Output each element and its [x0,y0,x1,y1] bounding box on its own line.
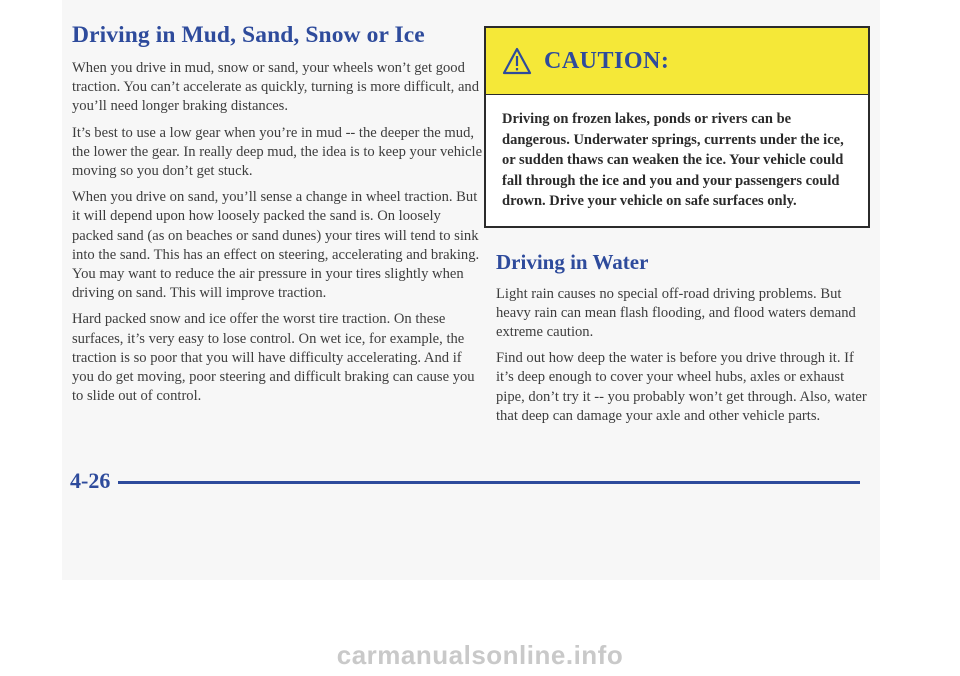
page-footer [70,468,860,494]
paragraph: Find out how deep the water is before you drive through it. If it’s deep enough to cover your wheel hubs, axles or exhaust pipe, don’t try it -- you probably won’t get through. Also, water that deep can damage your axle and other vehicle parts. [496,350,867,424]
paragraph: Hard packed snow and ice offer the worst tire traction. On these surfaces, it’s very easy to lose control. On wet ice, for example, the traction is so poor that you will have difficulty accelerating. And if you do get moving, poor steering and difficult braking can cause you to slide out of control. [72,311,475,405]
caution-header [486,28,868,95]
page-number: 4-26 [70,468,111,493]
warning-triangle-icon [502,47,532,75]
left-column [72,22,484,413]
watermark: carmanualsonline.info [336,640,624,670]
paragraph: Light rain causes no special off-road driving problems. But heavy rain can mean flash flooding, and flood waters demand extreme caution. [496,285,856,340]
right-column [484,26,870,433]
footer-rule [118,481,860,484]
caution-text: Driving on frozen lakes, ponds or rivers can be dangerous. Underwater springs, currents under the ice, or sudden thaws can weaken the ice. Your vehicle could fall through the ice and you and your passengers could drown. Drive your vehicle on safe surfaces only. [502,111,844,209]
water-section [484,250,868,426]
paragraph: When you drive in mud, snow or sand, your wheels won’t get good traction. You can’t accelerate as quickly, turning is more difficult, and you’ll need longer braking distances. [72,60,480,115]
paragraph: When you drive on sand, you’ll sense a change in wheel traction. But it will depend upon how loosely packed the sand is. On loosely packed sand (as on beaches or sand dunes) your tires will tend to sink into the sand. This has an effect on steering, accelerating and braking. You may want to reduce the air pressure in your tires slightly when driving on sand. This will improve traction. [72,189,480,302]
paragraph: It’s best to use a low gear when you’re in mud -- the deeper the mud, the lower the gear. In really deep mud, the idea is to keep your vehicle moving so you don’t get stuck. [72,124,483,180]
section-heading-mud-sand: Driving in Mud, Sand, Snow or Ice [72,22,425,48]
caution-title: CAUTION: [544,47,670,74]
caution-box [484,26,870,228]
section-heading-water: Driving in Water [496,249,649,274]
